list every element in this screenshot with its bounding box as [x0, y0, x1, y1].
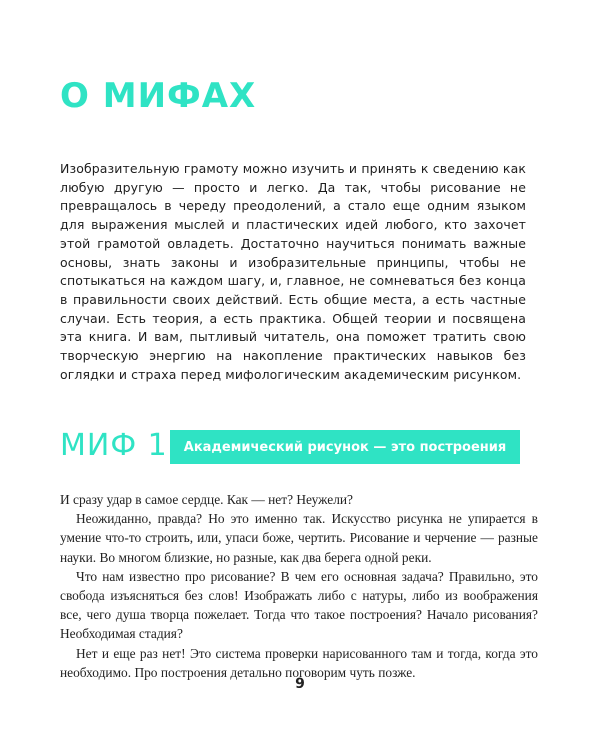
body-paragraph: Неожиданно, правда? Но это именно так. Искусство рисунка не упирается в умение что-то строить, или, упаси боже, чертить. Рисование и черчение — разные науки. Во многом близкие, но разные, как два берега одной реки. — [60, 511, 538, 565]
intro-paragraph: Изобразительную грамоту можно изучить и принять к сведению как любую другую — просто и легко. Да так, чтобы рисование не превращалось в череду преодолений, а стало еще одним языком для выражения мыслей и пластических идей любого, кто захочет этой грамотой овладеть. Достаточно научиться понимать важные основы, знать законы и изобразительные принципы, чтобы не спотыкаться на каждом шагу, и, главное, не сомневаться без конца в правильности своих действий. Есть общие места, а есть частные случаи. Есть теория, а есть практика. Общей теории и посвящена эта книга. И вам, пытливый читатель, она поможет тратить свою творческую энергию на накопление практических навыков без оглядки и страха перед мифологическим академическим рисунком. — [60, 161, 526, 382]
myth-banner-text: Академический рисунок — это построения — [183, 439, 507, 455]
myth-heading: МИФ 1 — [60, 428, 168, 463]
body-paragraph: И сразу удар в самое сердце. Как — нет? Неужели? — [60, 492, 353, 507]
body-paragraph: Что нам известно про рисование? В чем его основная задача? Правильно, это свобода изъясняться без слов! Изображать либо с натуры, либо из воображения все, чего душа творца пожелает. Тогда что такое построения? Начало рисования? Необходимая стадия? — [60, 568, 538, 642]
body-paragraph: Нет и еще раз нет! Это система проверки нарисованного там и тогда, когда это необходимо. Про построения детально поговорим чуть позже. — [60, 645, 538, 680]
body-text — [60, 490, 538, 682]
chapter-title: О МИФАХ — [60, 76, 257, 116]
myth-banner — [170, 430, 520, 464]
page-number: 9 — [295, 676, 305, 692]
